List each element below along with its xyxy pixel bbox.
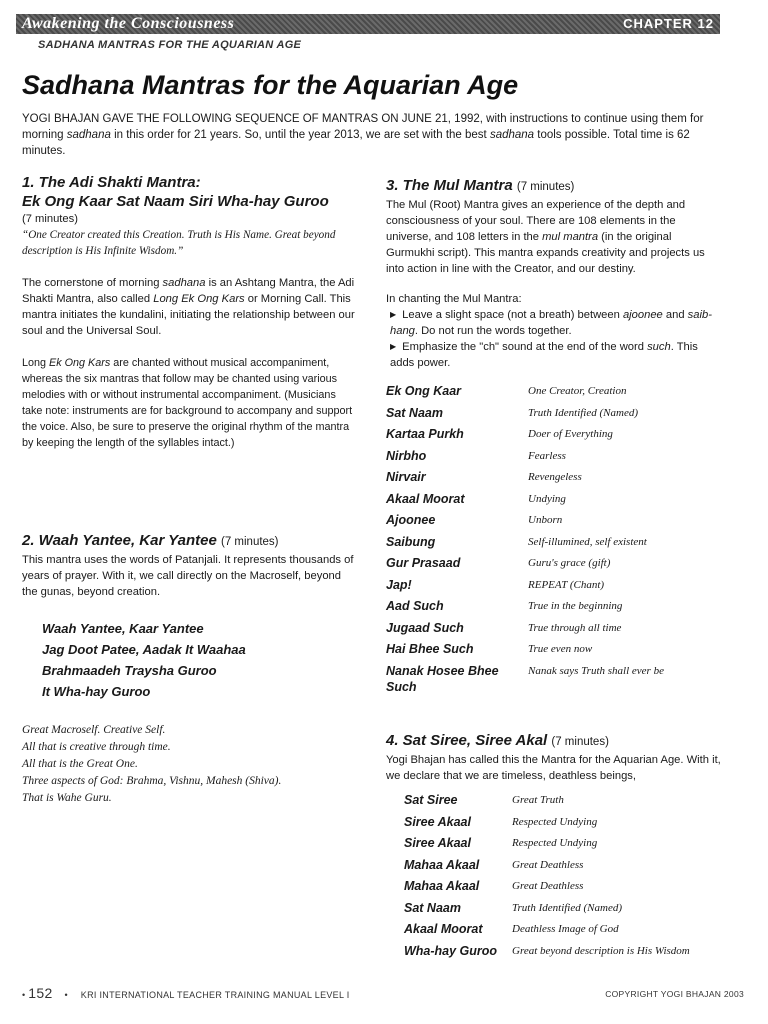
chapter-label: CHAPTER 12 [623, 16, 714, 31]
mantra-row [386, 620, 664, 642]
mantra-row [404, 900, 690, 922]
mantra-row [404, 921, 690, 943]
mantra-row [386, 641, 664, 663]
section-1-minutes: (7 minutes) [22, 213, 78, 225]
mantra-word: Aad Such [386, 599, 444, 613]
mul-mantra-table [386, 383, 664, 695]
section-1-para-2: Long Ek Ong Kars are chanted without musical accompaniment, whereas the six mantras that follow may be chanted using various melodies with or without instrumental accompaniment. (Musicians take note: instruments are for background to accompany and support the voice. Also, be sure to preserve the original rhythm of the mantra by keeping the length of the syllables intact.) [22, 357, 353, 449]
mantra-translation: REPEAT (Chant) [528, 578, 605, 591]
section-1 [22, 173, 357, 451]
mantra-row [386, 448, 664, 470]
mantra-translation: Unborn [528, 514, 563, 526]
intro-paragraph: YOGI BHAJAN GAVE THE FOLLOWING SEQUENCE OF MANTRAS ON JUNE 21, 1992, with instructions to continue using them for morning sadhana in this order for 21 years. So, until the year 2013, we are set with the best sadhana tools possible. Total time is 62 minutes. [22, 113, 704, 157]
mantra-translation: Truth Identified (Named) [512, 901, 622, 914]
mantra-translation: Undying [528, 492, 566, 505]
mantra-translation: Great beyond description is His Wisdom [512, 944, 690, 957]
mantra-translation: True even now [528, 643, 593, 655]
section-1-mantra: Ek Ong Kaar Sat Naam Siri Wha-hay Guroo [22, 193, 329, 210]
mantra-row [386, 512, 664, 534]
mantra-row [386, 663, 664, 695]
mantra-row [386, 598, 664, 620]
mantra-translation: Great Truth [512, 794, 564, 806]
mantra-word: Akaal Moorat [386, 491, 465, 506]
header-banner [16, 14, 720, 34]
mantra-word: Sat Naam [386, 405, 443, 420]
mantra-translation: One Creator, Creation [528, 385, 627, 397]
section-subhead: SADHANA MANTRAS FOR THE AQUARIAN AGE [38, 39, 302, 51]
section-3 [386, 176, 721, 695]
mantra-translation: Truth Identified (Named) [528, 406, 638, 419]
section-2 [22, 531, 357, 807]
mantra-word: Wha-hay Guroo [404, 943, 498, 958]
mantra-row [386, 405, 664, 427]
sat-siree-table [404, 792, 690, 964]
mantra-translation: Respected Undying [512, 815, 598, 828]
mantra-row [386, 426, 664, 448]
mantra-word: Saibung [386, 534, 436, 549]
section-1-para-1: The cornerstone of morning sadhana is an Ashtang Mantra, the Adi Shakti Mantra, also called Long Ek Ong Kars or Morning Call. This mantra initiates the kundalini, initiating the relationship between our soul and the Universal Soul. [22, 277, 355, 337]
section-1-heading: 1. The Adi Shakti Mantra: [22, 174, 201, 191]
mantra-translation: Fearless [528, 449, 566, 462]
mantra-row [386, 383, 664, 405]
mantra-translation: True in the beginning [528, 600, 623, 612]
mantra-translation: Self-illumined, self existent [528, 535, 647, 548]
book-title: Awakening the Consciousness [22, 15, 235, 32]
mantra-word: Mahaa Akaal [404, 857, 480, 872]
mantra-row [386, 469, 664, 491]
section-3-bullet-2: ▶ Emphasize the "ch" sound at the end of the word such. This adds power. [390, 339, 721, 371]
mantra-row [404, 835, 690, 857]
section-2-translation: Great Macroself. Creative Self. All that is creative through time. All that is the Great One. Three aspects of God: Brahma, Vishnu, Mahesh (Shiva). That is Wahe Guru. [22, 724, 282, 804]
mantra-word: Sat Naam [404, 900, 461, 915]
mantra-word: Hai Bhee Such [386, 642, 474, 656]
mantra-word: Siree Akaal [404, 836, 471, 850]
mantra-translation: Nanak says Truth shall ever be [528, 664, 664, 677]
mantra-row [404, 792, 690, 814]
copyright: COPYRIGHT YOGI BHAJAN 2003 [605, 989, 744, 999]
section-4-para: Yogi Bhajan has called this the Mantra for the Aquarian Age. With it, we declare that we are timeless, deathless beings, [386, 754, 721, 782]
mantra-word: Nanak Hosee Bhee Such [386, 663, 499, 694]
mantra-word: Nirvair [386, 470, 426, 484]
mantra-word: Jugaad Such [386, 620, 464, 635]
section-3-heading: 3. The Mul Mantra (7 minutes) [386, 177, 575, 194]
mantra-word: Mahaa Akaal [404, 879, 480, 893]
section-2-para: This mantra uses the words of Patanjali. It represents thousands of years of prayer. With it, we call directly on the Macroself, beyond the gunas, beyond creation. [22, 554, 354, 598]
page-number: 152 [28, 985, 53, 1001]
mantra-translation: Deathless Image of God [512, 923, 619, 935]
mantra-row [404, 857, 690, 879]
section-3-chant-intro: In chanting the Mul Mantra: [386, 293, 522, 305]
page-title: Sadhana Mantras for the Aquarian Age [22, 70, 519, 100]
footer-left: • 152 • KRI INTERNATIONAL TEACHER TRAINING MANUAL LEVEL I [22, 985, 350, 1001]
section-2-heading: 2. Waah Yantee, Kar Yantee (7 minutes) [22, 532, 279, 549]
mantra-row [386, 534, 664, 556]
mantra-row [386, 491, 664, 513]
mantra-word: Gur Prasaad [386, 556, 461, 570]
section-2-mantra: Waah Yantee, Kaar Yantee Jag Doot Patee, Aadak It Waahaa Brahmaadeh Traysha Guroo It Wha-hay Guroo [42, 621, 246, 699]
section-4-heading: 4. Sat Siree, Siree Akal (7 minutes) [386, 732, 609, 749]
section-3-bullet-1: ▶ Leave a slight space (not a breath) between ajoonee and saib-hang. Do not run the words together. [390, 307, 721, 339]
mantra-word: Nirbho [386, 448, 427, 463]
mantra-word: Sat Siree [404, 793, 458, 807]
mantra-row [386, 555, 664, 577]
mantra-word: Akaal Moorat [404, 922, 483, 936]
mantra-translation: Doer of Everything [528, 428, 613, 440]
section-1-quote: “One Creator created this Creation. Truth is His Name. Great beyond description is His Infinite Wisdom.” [22, 229, 336, 257]
mantra-row [404, 943, 690, 965]
mantra-word: Ek Ong Kaar [386, 384, 462, 398]
mantra-translation: Great Deathless [512, 880, 584, 892]
mantra-row [404, 814, 690, 836]
mantra-word: Kartaa Purkh [386, 427, 464, 441]
mantra-row [386, 577, 664, 599]
mantra-translation: Respected Undying [512, 837, 598, 849]
mantra-word: Ajoonee [386, 513, 436, 527]
section-4 [386, 731, 721, 964]
section-3-para: The Mul (Root) Mantra gives an experience of the depth and consciousness of your soul. There are 108 elements in the universe, and 108 letters in the mul mantra (in the original Gurmukhi script). This mantra expands creativity and projects us into action in line with the Creator, and our destiny. [386, 199, 705, 275]
mantra-word: Siree Akaal [404, 814, 471, 829]
mantra-row [404, 878, 690, 900]
mantra-translation: Great Deathless [512, 858, 584, 871]
mantra-translation: Guru's grace (gift) [528, 557, 611, 569]
mantra-word: Jap! [386, 577, 412, 592]
mantra-translation: True through all time [528, 621, 622, 634]
manual-name: KRI INTERNATIONAL TEACHER TRAINING MANUAL LEVEL I [80, 990, 350, 1000]
mantra-translation: Revengeless [528, 471, 582, 483]
